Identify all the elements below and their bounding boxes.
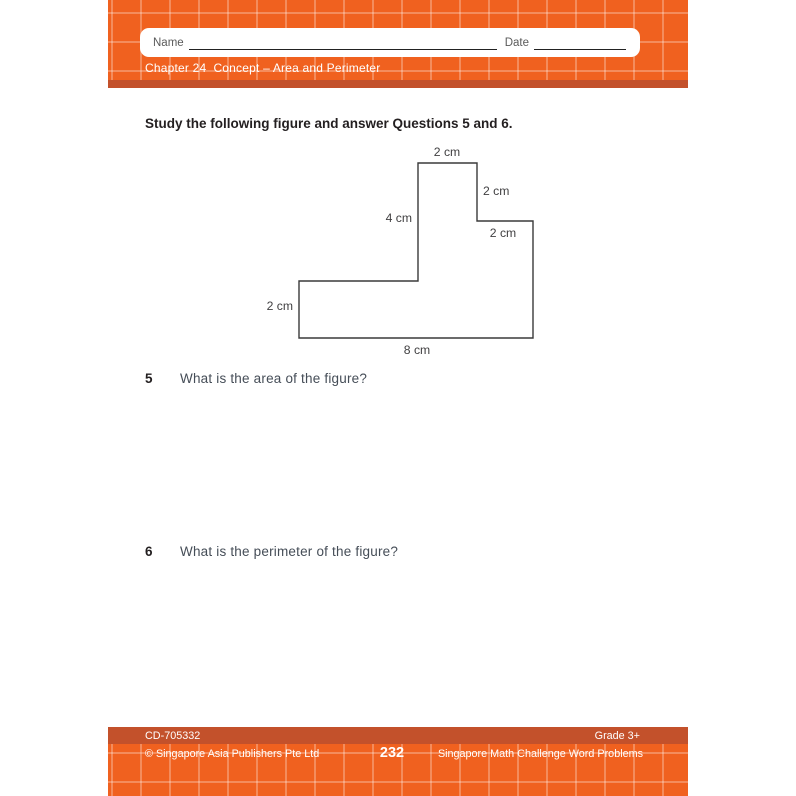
composite-figure-svg [250, 140, 550, 370]
name-write-line [189, 36, 497, 50]
copyright-text: © Singapore Asia Publishers Pte Ltd [145, 748, 320, 760]
footer-info-bar [108, 727, 688, 744]
product-code: CD-705332 [145, 729, 201, 742]
header-divider-strip [108, 80, 688, 88]
dim-label-left-column: 4 cm [385, 211, 412, 225]
dim-label-upper-right: 2 cm [483, 184, 510, 198]
question-6-text: What is the perimeter of the figure? [180, 544, 399, 559]
date-write-line [534, 36, 626, 50]
footer-band [108, 744, 688, 796]
grade-label: Grade 3+ [594, 729, 640, 742]
dim-label-step: 2 cm [489, 226, 517, 240]
chapter-title: Chapter 24 Concept – Area and Perimeter [145, 61, 381, 75]
name-label: Name [153, 36, 184, 49]
date-label: Date [504, 36, 529, 49]
instruction-text: Study the following figure and answer Questions 5 and 6. [145, 116, 513, 131]
series-title: Singapore Math Challenge Word Problems [437, 748, 643, 760]
question-6 [145, 544, 605, 559]
geometry-figure [250, 140, 550, 370]
dim-label-top: 2 cm [433, 145, 461, 159]
page-header [108, 0, 688, 80]
dim-label-lower-left: 2 cm [266, 299, 293, 313]
question-5-number: 5 [145, 371, 153, 386]
dim-label-bottom: 8 cm [403, 343, 431, 357]
name-date-box [140, 28, 640, 57]
question-6-number: 6 [145, 544, 153, 559]
page-number: 232 [379, 745, 405, 761]
question-5 [145, 371, 605, 386]
question-5-text: What is the area of the figure? [180, 371, 368, 386]
